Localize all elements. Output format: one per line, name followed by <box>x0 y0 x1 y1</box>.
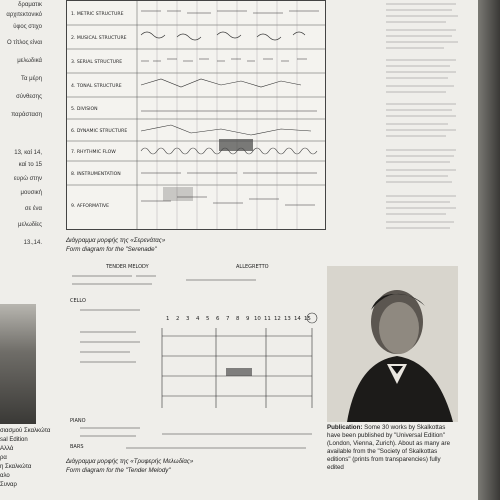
bar-number: 15 <box>304 316 311 322</box>
bars-label: BARS <box>70 444 84 450</box>
bar-number: 12 <box>274 316 281 322</box>
left-line: ύφος στιχο <box>13 24 42 30</box>
bar-number: 1 <box>166 316 170 322</box>
left-line: 13.,14. <box>23 240 42 246</box>
left-line: δραματικ <box>18 2 42 8</box>
bar-number: 5 <box>206 316 210 322</box>
bar-number: 3 <box>186 316 190 322</box>
row-label: 5. DIVISION <box>71 107 98 112</box>
left-line: μελωδικά <box>17 58 42 64</box>
left-line: σύνθεσης <box>16 94 42 100</box>
left-line: καί το 15 <box>18 162 42 168</box>
row-label: 1. METRIC STRUCTURE <box>71 12 124 17</box>
page-edge-shadow <box>478 0 500 500</box>
bar-number: 2 <box>176 316 180 322</box>
tender-header-right: ALLEGRETTO <box>236 264 269 270</box>
publication-note <box>327 424 459 472</box>
bar-number: 4 <box>196 316 200 322</box>
left-text-column <box>0 0 51 500</box>
left-line: 13, καί 14, <box>14 150 42 156</box>
cello-label: CELLO <box>70 298 86 304</box>
publication-lead: Publication: <box>327 424 363 431</box>
left-caption-line: sal Edition <box>0 437 28 443</box>
left-caption-line: σιασμού Σκαλκώτα <box>0 428 51 434</box>
tender-caption-greek: Διάγραμμα μορφής της «Τρυφερής Μελωδίας» <box>66 458 194 465</box>
left-caption-line: Συναρ <box>0 482 17 488</box>
serenade-form-diagram <box>66 0 326 230</box>
left-line: Ο τίτλος είναι <box>6 40 42 46</box>
piano-label: PIANO <box>70 418 86 424</box>
left-caption-line: αλο <box>0 473 10 479</box>
row-label: 7. RHYTHMIC FLOW <box>71 150 116 155</box>
tender-header-left: TENDER MELODY <box>106 264 149 270</box>
left-line: παράσταση <box>11 112 42 118</box>
serenade-notes <box>386 0 464 250</box>
bar-number: 6 <box>216 316 220 322</box>
left-caption-line: ρα <box>0 455 7 461</box>
left-line: μουσική <box>20 190 42 196</box>
serenade-caption-greek: Διάγραμμα μορφής της «Σερενάτας» <box>66 237 166 244</box>
bar-number: 10 <box>254 316 261 322</box>
bar-number: 8 <box>236 316 240 322</box>
bar-number: 14 <box>294 316 301 322</box>
serenade-caption-english: Form diagram for the "Serenade" <box>66 246 157 253</box>
left-photo <box>0 304 36 424</box>
tender-melody-diagram <box>66 258 320 454</box>
bar-number: 9 <box>246 316 250 322</box>
left-caption-line: Αλλά <box>0 446 14 452</box>
row-label: 8. INSTRUMENTATION <box>71 172 121 177</box>
bar-number: 13 <box>284 316 291 322</box>
left-line: ευρώ στην <box>13 176 42 182</box>
left-line: μελωδίες <box>18 222 42 228</box>
row-label: 9. AFFORMATIVE <box>71 204 110 209</box>
row-label: 3. SERIAL STRUCTURE <box>71 60 123 65</box>
left-line: αρχιτεκτονικό <box>6 12 42 18</box>
skalkottas-portrait-photo <box>327 266 458 422</box>
bar-number: 11 <box>264 316 271 322</box>
left-caption-line: η Σκαλκώτα <box>0 464 32 470</box>
left-line: σε ένα <box>24 206 42 212</box>
tender-caption-english: Form diagram for the "Tender Melody" <box>66 467 171 474</box>
bar-number: 7 <box>226 316 230 322</box>
row-label: 2. MUSICAL STRUCTURE <box>71 36 127 41</box>
row-label: 4. TONAL STRUCTURE <box>71 84 122 89</box>
left-line: Τα μέρη <box>20 76 42 82</box>
row-label: 6. DYNAMIC STRUCTURE <box>71 129 128 134</box>
publication-text: Some 30 works by Skalkottas have been published by "Universal Edition" (London, Vienna, Zurich). About as many are available from the "Society of Skalkottas editions" (prints from transparencies) fully edited <box>327 424 451 471</box>
